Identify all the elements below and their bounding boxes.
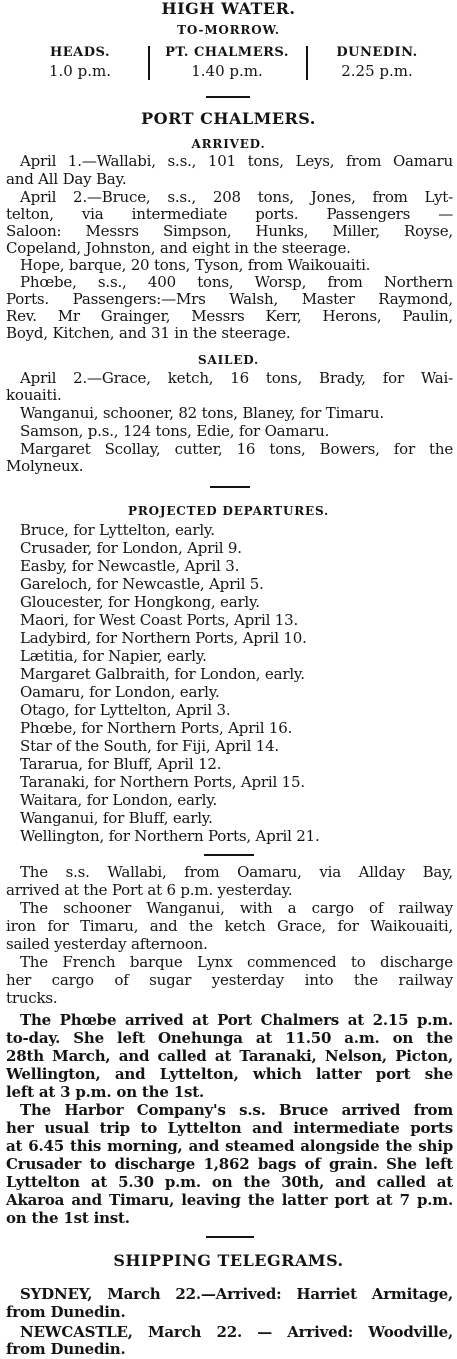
- projected-line: Otago, for Lyttelton, April 3.: [20, 701, 231, 719]
- news-line: her usual trip to Lyttelton and intermediate ports: [6, 1119, 453, 1137]
- telegram-line: SYDNEY, March 22.—Arrived: Harriet Armitage,: [20, 1285, 453, 1303]
- tide-heads: [20, 44, 140, 80]
- news-line: to-day. She left Onehunga at 11.50 a.m. on the: [6, 1029, 453, 1047]
- tide-dunedin-time: 2.25 p.m.: [341, 62, 413, 80]
- news-line: left at 3 p.m. on the 1st.: [6, 1083, 204, 1101]
- projected-line: Tararua, for Bluff, April 12.: [20, 755, 222, 773]
- projected-line: Waitara, for London, early.: [20, 791, 218, 809]
- port-chalmers-title: PORT CHALMERS.: [141, 109, 316, 128]
- arrived-line: Hope, barque, 20 tons, Tyson, from Waikouaiti.: [20, 256, 371, 274]
- tide-divider: [148, 46, 150, 80]
- sailed-heading: SAILED.: [198, 353, 259, 367]
- projected-line: Gareloch, for Newcastle, April 5.: [20, 575, 264, 593]
- section-rule: [206, 96, 250, 98]
- high-water-title: HIGH WATER.: [161, 0, 296, 18]
- news-line: The French barque Lynx commenced to discharge: [20, 953, 453, 971]
- projected-line: Wellington, for Northern Ports, April 21.: [20, 827, 320, 845]
- news-line: The Phœbe arrived at Port Chalmers at 2.15 p.m.: [20, 1011, 453, 1029]
- projected-line: Gloucester, for Hongkong, early.: [20, 593, 260, 611]
- arrived-line: April 1.—Wallabi, s.s., 101 tons, Leys, from Oamaru: [20, 152, 453, 170]
- arrived-line: Saloon: Messrs Simpson, Hunks, Miller, Royse,: [6, 222, 453, 240]
- arrived-line: and All Day Bay.: [6, 170, 127, 188]
- news-line: Lyttelton at 5.30 p.m. on the 30th, and called at: [6, 1173, 453, 1191]
- projected-line: Bruce, for Lyttelton, early.: [20, 521, 215, 539]
- sailed-line: kouaiti.: [6, 386, 62, 404]
- telegram-line: from Dunedin.: [6, 1340, 126, 1358]
- arrived-heading: ARRIVED.: [191, 137, 266, 151]
- projected-line: Oamaru, for London, early.: [20, 683, 220, 701]
- high-water-subtitle: TO-MORROW.: [177, 23, 280, 37]
- tide-heads-time: 1.0 p.m.: [49, 62, 111, 80]
- projected-line: Margaret Galbraith, for London, early.: [20, 665, 305, 683]
- arrived-line: Rev. Mr Grainger, Messrs Kerr, Herons, Paulin,: [6, 307, 453, 325]
- news-line: Akaroa and Timaru, leaving the latter port at 7 p.m.: [6, 1191, 453, 1209]
- projected-line: Wanganui, for Bluff, early.: [20, 809, 213, 827]
- tide-chalmers-time: 1.40 p.m.: [191, 62, 263, 80]
- section-rule: [210, 486, 250, 488]
- projected-line: Crusader, for London, April 9.: [20, 539, 242, 557]
- news-line: The Harbor Company's s.s. Bruce arrived from: [20, 1101, 453, 1119]
- projected-line: Star of the South, for Fiji, April 14.: [20, 737, 279, 755]
- tide-divider: [306, 46, 308, 80]
- tide-chalmers-label: PT. CHALMERS.: [165, 45, 289, 60]
- arrived-line: Phœbe, s.s., 400 tons, Worsp, from Northern: [20, 273, 453, 291]
- news-line: 28th March, and called at Taranaki, Nelson, Picton,: [6, 1047, 453, 1065]
- telegram-line: from Dunedin.: [6, 1303, 126, 1321]
- telegrams-title: SHIPPING TELEGRAMS.: [113, 1251, 344, 1270]
- news-line: iron for Timaru, and the ketch Grace, for Waikouaiti,: [6, 917, 453, 935]
- tide-dunedin: [312, 44, 442, 80]
- projected-line: Lætitia, for Napier, early.: [20, 647, 207, 665]
- telegram-line: NEWCASTLE, March 22. — Arrived: Woodville,: [20, 1323, 453, 1341]
- projected-line: Phœbe, for Northern Ports, April 16.: [20, 719, 293, 737]
- arrived-line: telton, via intermediate ports. Passengers —: [6, 205, 453, 223]
- news-line: trucks.: [6, 989, 58, 1007]
- news-line: Wellington, and Lyttelton, which latter port she: [6, 1065, 453, 1083]
- section-rule: [206, 1236, 254, 1238]
- news-line: at 6.45 this morning, and steamed alongside the ship: [6, 1137, 453, 1155]
- arrived-line: Copeland, Johnston, and eight in the steerage.: [6, 239, 351, 257]
- news-line: The s.s. Wallabi, from Oamaru, via Allday Bay,: [20, 863, 453, 881]
- projected-line: Easby, for Newcastle, April 3.: [20, 557, 240, 575]
- projected-heading: PROJECTED DEPARTURES.: [128, 504, 329, 518]
- tide-table: [0, 44, 457, 84]
- arrived-line: Ports. Passengers:—Mrs Walsh, Master Raymond,: [6, 290, 453, 308]
- arrived-line: April 2.—Bruce, s.s., 208 tons, Jones, from Lyt-: [20, 188, 453, 206]
- sailed-line: Molyneux.: [6, 457, 84, 475]
- sailed-line: Samson, p.s., 124 tons, Edie, for Oamaru.: [20, 422, 330, 440]
- tide-heads-label: HEADS.: [49, 45, 110, 60]
- section-rule: [204, 854, 254, 856]
- news-line: Crusader to discharge 1,862 bags of grain. She left: [6, 1155, 453, 1173]
- tide-chalmers: [152, 44, 302, 80]
- projected-line: Taranaki, for Northern Ports, April 15.: [20, 773, 305, 791]
- news-line: sailed yesterday afternoon.: [6, 935, 208, 953]
- sailed-line: Wanganui, schooner, 82 tons, Blaney, for Timaru.: [20, 404, 384, 422]
- projected-line: Maori, for West Coast Ports, April 13.: [20, 611, 299, 629]
- arrived-line: Boyd, Kitchen, and 31 in the steerage.: [6, 324, 291, 342]
- news-line: on the 1st inst.: [6, 1209, 130, 1227]
- news-line: The schooner Wanganui, with a cargo of railway: [20, 899, 453, 917]
- tide-dunedin-label: DUNEDIN.: [336, 45, 418, 60]
- projected-line: Ladybird, for Northern Ports, April 10.: [20, 629, 307, 647]
- news-line: her cargo of sugar yesterday into the railway: [6, 971, 453, 989]
- sailed-line: Margaret Scollay, cutter, 16 tons, Bowers, for the: [20, 440, 453, 458]
- sailed-line: April 2.—Grace, ketch, 16 tons, Brady, for Wai-: [20, 369, 453, 387]
- news-line: arrived at the Port at 6 p.m. yesterday.: [6, 881, 293, 899]
